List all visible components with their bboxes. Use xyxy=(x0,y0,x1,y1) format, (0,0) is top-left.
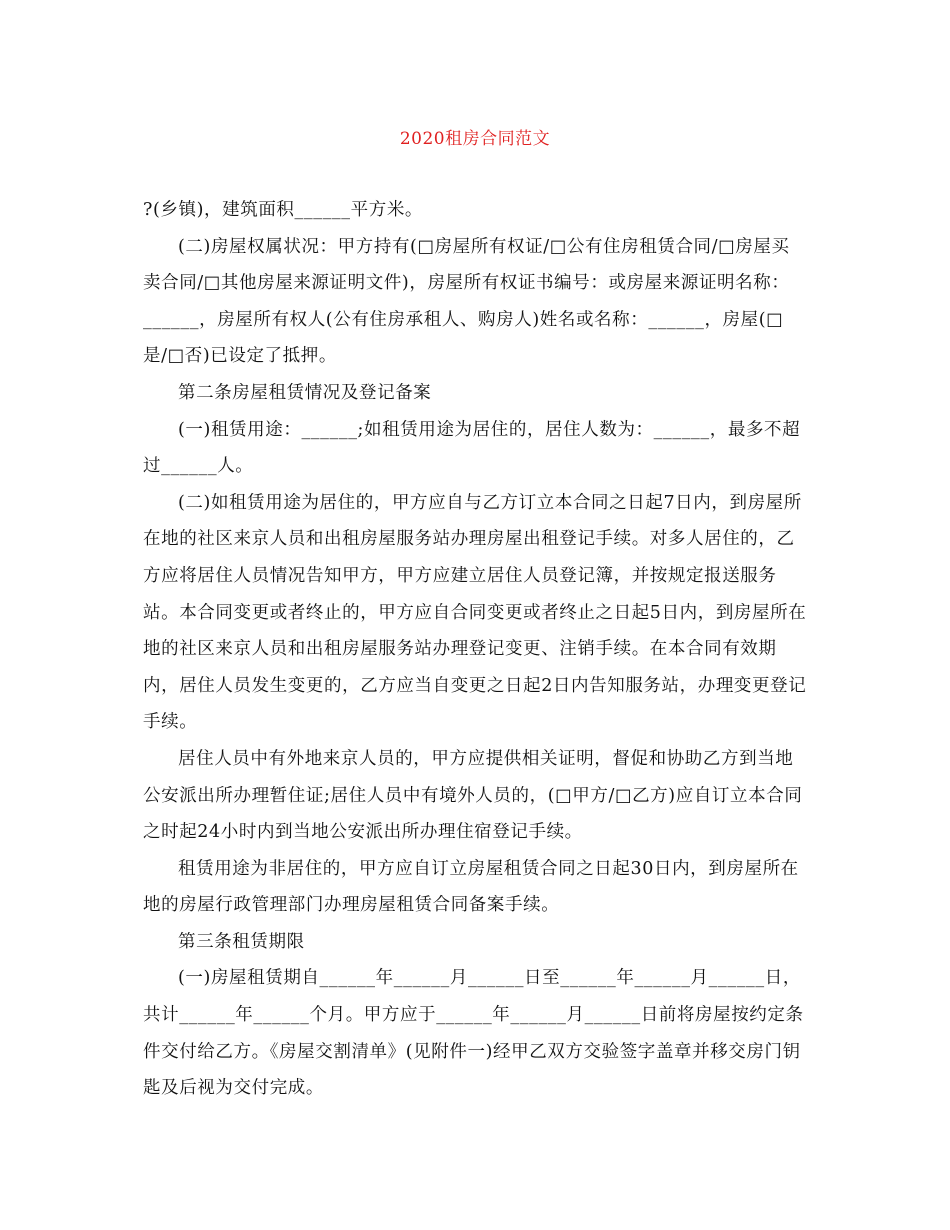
paragraph-residential-registration: (二)如租赁用途为居住的，甲方应自与乙方订立本合同之日起7日内，到房屋所在地的社区来京人员和出租房屋服务站办理房屋出租登记手续。对多人居住的，乙方应将居住人员情况告知甲方，甲方应建立居住人员登记簿，并按规定报送服务站。本合同变更或者终止的，甲方应自合同变更或者终止之日起5日内，到房屋所在地的社区来京人员和出租房屋服务站办理登记变更、注销手续。在本合同有效期内，居住人员发生变更的，乙方应当自变更之日起2日内告知服务站，办理变更登记手续。 xyxy=(143,492,807,733)
paragraph-rental-use: (一)租赁用途：______;如租赁用途为居住的，居住人数为：______，最多不超过______人。 xyxy=(143,419,801,477)
section-heading-article-2: 第二条房屋租赁情况及登记备案 xyxy=(178,382,432,403)
paragraph-ownership-status: (二)房屋权属状况：甲方持有(□房屋所有权证/□公有住房租赁合同/□房屋买卖合同/□其他房屋来源证明文件)，房屋所有权证书编号：或房屋来源证明名称：______，房屋所有权人(公有住房承租人、购房人)姓名或名称：______，房屋(□是/□否)已设定了抵押。 xyxy=(143,236,790,367)
paragraph-non-residential-filing: 租赁用途为非居住的，甲方应自订立房屋租赁合同之日起30日内，到房屋所在地的房屋行政管理部门办理房屋租赁合同备案手续。 xyxy=(143,858,799,916)
section-heading-article-3: 第三条租赁期限 xyxy=(178,931,305,952)
document-title: 2020租房合同范文 xyxy=(399,129,551,149)
document-body xyxy=(143,192,807,1107)
paragraph-lease-term: (一)房屋租赁期自______年______月______日至______年______月______日，共计______年______个月。甲方应于______年______月______日前将房屋按约定条件交付给乙方。《房屋交割清单》(见附件一)经甲乙双方交验签字盖章并移交房门钥匙及后视为交付完成。 xyxy=(143,968,804,1099)
paragraph-location-area: ?(乡镇)，建筑面积______平方米。 xyxy=(143,200,424,220)
paragraph-non-local-residents: 居住人员中有外地来京人员的，甲方应提供相关证明，督促和协助乙方到当地公安派出所办理暂住证;居住人员中有境外人员的，(□甲方/□乙方)应自订立本合同之时起24小时内到当地公安派出所办理住宿登记手续。 xyxy=(143,748,803,843)
